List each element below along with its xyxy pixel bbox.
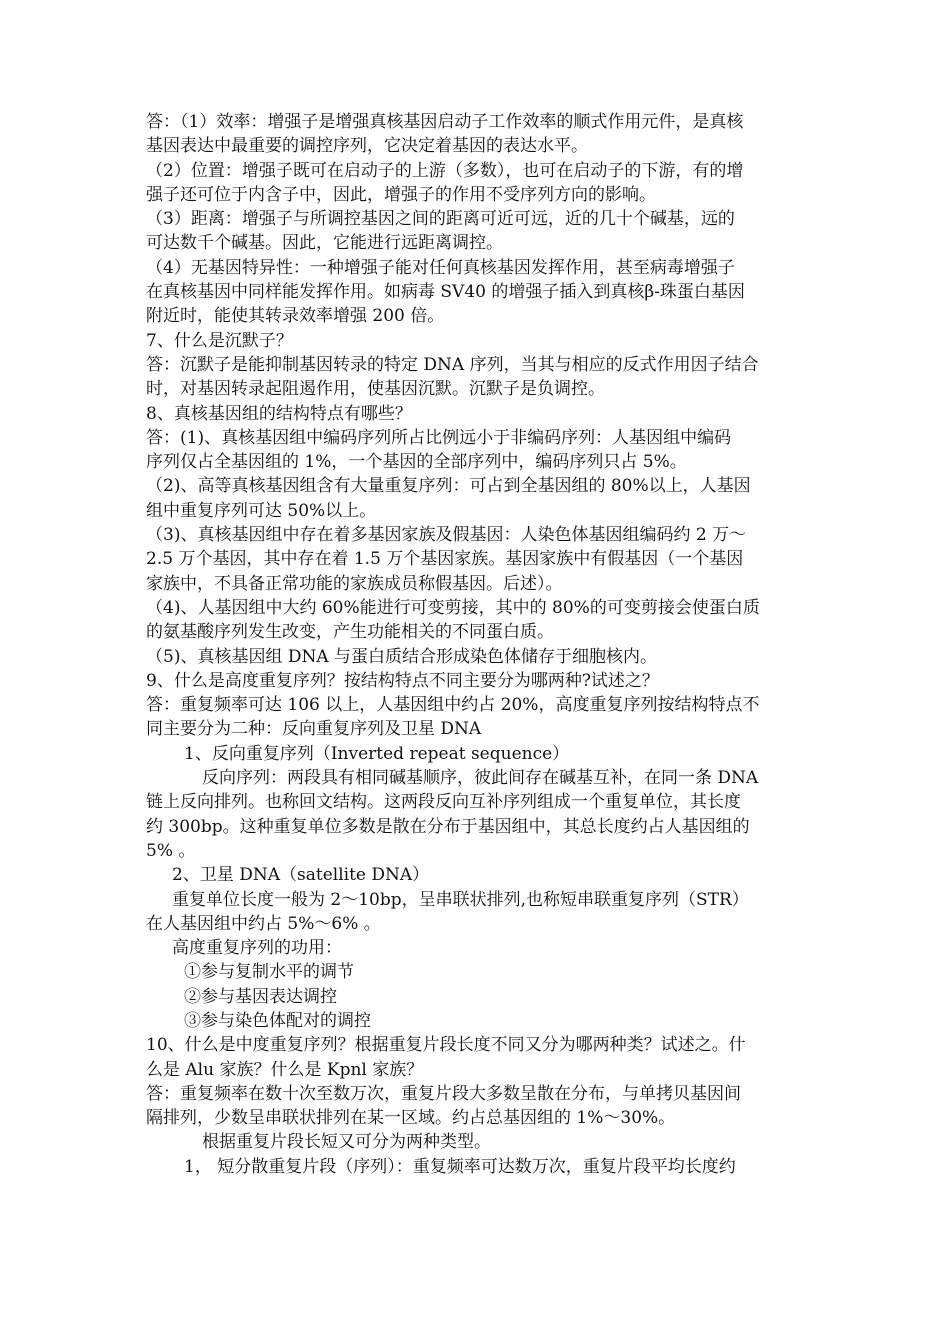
text-line: 约 300bp。这种重复单位多数是散在分布于基因组中，其总长度约占人基因组的 [146,816,750,837]
text-line: ①参与复制水平的调节 [184,962,354,983]
text-line: 10、什么是中度重复序列？根据重复片段长度不同又分为哪两种类？试述之。什 [146,1035,746,1056]
text-line: 答：（1）效率：增强子是增强真核基因启动子工作效率的顺式作用元件，是真核 [146,112,744,132]
text-line: 附近时，能使其转录效率增强 200 倍。 [146,306,445,327]
text-line: 重复单位长度一般为 2～10bp，呈串联状排列,也称短串联重复序列（STR） [172,889,749,910]
text-line: 基因表达中最重要的调控序列，它决定着基因的表达水平。 [146,136,588,157]
text-line: 隔排列，少数呈串联状排列在某一区域。约占总基因组的 1%～30%。 [146,1108,676,1129]
text-line: 7、什么是沉默子？ [146,330,293,351]
text-line: 答：(1)、真核基因组中编码序列所占比例远小于非编码序列：人基因组中编码 [146,427,732,448]
text-line: 2、卫星 DNA（satellite DNA） [172,865,430,886]
text-line: 组中重复序列可达 50%以上。 [146,500,377,521]
text-line: 8、真核基因组的结构特点有哪些？ [146,403,412,424]
text-line: （3）距离：增强子与所调控基因之间的距离可近可远，近的几十个碱基，远的 [146,209,735,230]
text-line: 答：重复频率在数十次至数万次，重复片段大多数呈散在分布，与单拷贝基因间 [146,1083,741,1104]
text-line: （5)、真核基因组 DNA 与蛋白质结合形成染色体储存于细胞核内。 [146,646,658,667]
text-line: （4）无基因特异性：一种增强子能对任何真核基因发挥作用，甚至病毒增强子 [146,257,735,278]
text-line: （2）位置：增强子既可在启动子的上游（多数），也可在启动子的下游，有的增 [146,160,744,181]
text-line: ②参与基因表达调控 [184,986,337,1007]
text-line: 在人基因组中约占 5%～6% 。 [146,913,381,934]
text-line: （4)、人基因组中大约 60%能进行可变剪接，其中的 80%的可变剪接会使蛋白质 [146,597,760,618]
text-line: 么是 Alu 家族？什么是 Kpnl 家族？ [146,1059,424,1080]
text-line: 9、什么是高度重复序列？按结构特点不同主要分为哪两种?试述之？ [146,670,659,691]
text-line: 答：沉默子是能抑制基因转录的特定 DNA 序列，当其与相应的反式作用因子结合 [146,354,759,375]
text-line: 2.5 万个基因，其中存在着 1.5 万个基因家族。基因家族中有假基因（一个基因 [146,549,744,570]
text-line: 5% 。 [146,840,196,861]
text-line: 1、反向重复序列（Inverted repeat sequence） [184,743,570,764]
text-line: 强子还可位于内含子中，因此，增强子的作用不受序列方向的影响。 [146,184,656,205]
text-line: （3)、真核基因组中存在着多基因家族及假基因：人染色体基因组编码约 2 万～ [146,525,747,546]
text-line: 根据重复片段长短又可分为两种类型。 [202,1132,491,1153]
text-line: 1， 短分散重复片段（序列）：重复频率可达数万次，重复片段平均长度约 [184,1156,736,1177]
text-line: （2)、高等真核基因组含有大量重复序列：可占到全基因组的 80%以上，人基因 [146,476,751,497]
text-line: 序列仅占全基因组的 1%，一个基因的全部序列中，编码序列只占 5%。 [146,452,687,473]
text-line: 答：重复频率可达 106 以上，人基因组中约占 20%，高度重复序列按结构特点不 [146,695,760,716]
text-line: 高度重复序列的功用： [172,938,342,959]
text-line: 反向序列：两段具有相同碱基顺序，彼此间存在碱基互补，在同一条 DNA [202,768,759,789]
text-line: 的氨基酸序列发生改变，产生功能相关的不同蛋白质。 [146,622,554,643]
text-line: 链上反向排列。也称回文结构。这两段反向互补序列组成一个重复单位，其长度 [146,792,741,813]
text-line: 在真核基因中同样能发挥作用。如病毒 SV40 的增强子插入到真核β-珠蛋白基因 [146,282,745,303]
text-line: 同主要分为二种：反向重复序列及卫星 DNA [146,719,482,740]
text-line: 家族中，不具备正常功能的家族成员称假基因。后述）。 [146,573,563,594]
document-page [146,110,810,1179]
text-line: ③参与染色体配对的调控 [184,1010,371,1031]
text-line: 可达数千个碱基。因此，它能进行远距离调控。 [146,233,503,254]
text-line: 时，对基因转录起阻遏作用，使基因沉默。沉默子是负调控。 [146,379,605,400]
